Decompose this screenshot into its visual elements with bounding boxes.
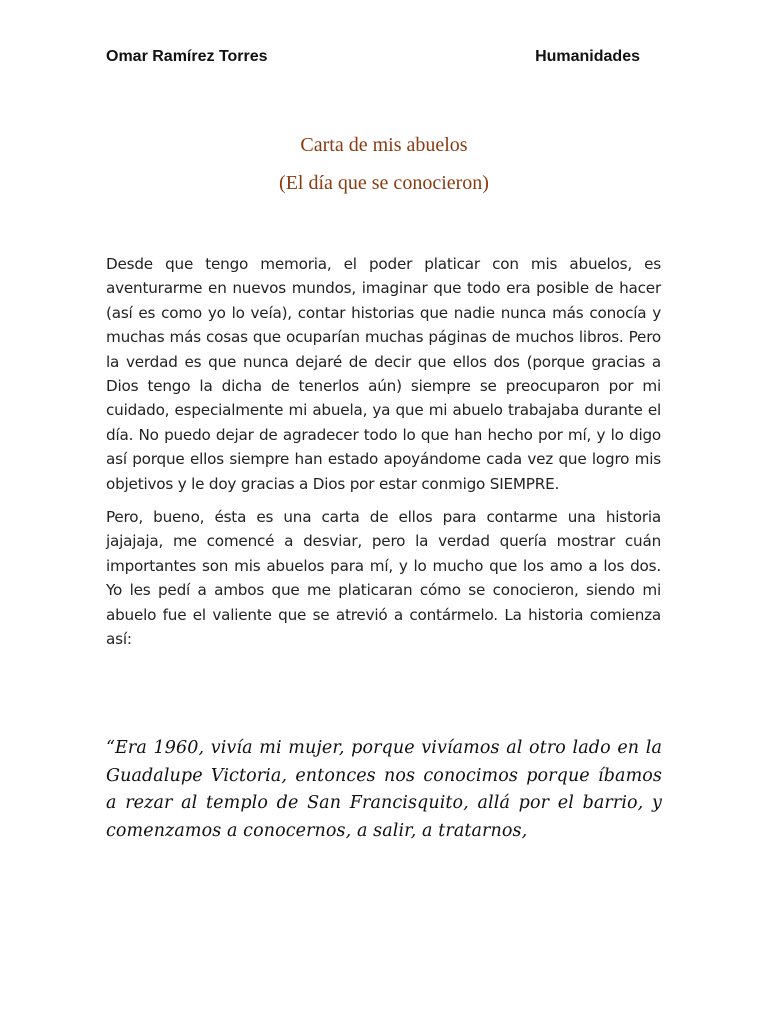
quote-text: “Era 1960, vivía mi mujer, porque vivíamos al otro lado en la Guadalupe Victoria, entonces nos conocimos porque íbamos a rezar al templo de San Francisquito, allá por el barrio, y comenzamos a conocernos, a salir, a tratarnos, <box>106 738 662 841</box>
author-name: Omar Ramírez Torres <box>106 48 268 65</box>
document-title <box>0 130 768 198</box>
body-text <box>106 252 661 661</box>
page-header <box>106 48 640 66</box>
paragraph-1: Desde que tengo memoria, el poder platicar con mis abuelos, es aventurarme en nuevos mundos, imaginar que todo era posible de hacer (así es como yo lo veía), contar historias que nadie nunca más conocía y muchas más cosas que ocuparían muchas páginas de muchos libros. Pero la verdad es que nunca dejaré de decir que ellos dos (porque gracias a Dios tengo la dicha de tenerlos aún) siempre se preocuparon por mi cuidado, especialmente mi abuela, ya que mi abuelo trabajaba durante el día. No puedo dejar de agradecer todo lo que han hecho por mí, y lo digo así porque ellos siempre han estado apoyándome cada vez que logro mis objetivos y le doy gracias a Dios por estar conmigo SIEMPRE. <box>106 255 661 493</box>
paragraph-2: Pero, bueno, ésta es una carta de ellos para contarme una historia jajajaja, me comencé a desviar, pero la verdad quería mostrar cuán importantes son mis abuelos para mí, y lo mucho que los amo a los dos. Yo les pedí a ambos que me platicaran cómo se conocieron, siendo mi abuelo fue el valiente que se atrevió a contármelo. La historia comienza así: <box>106 508 661 649</box>
title-line-2: (El día que se conocieron) <box>279 172 489 194</box>
quoted-story <box>106 735 662 845</box>
title-line-1: Carta de mis abuelos <box>300 134 468 156</box>
subject-name: Humanidades <box>535 48 640 65</box>
